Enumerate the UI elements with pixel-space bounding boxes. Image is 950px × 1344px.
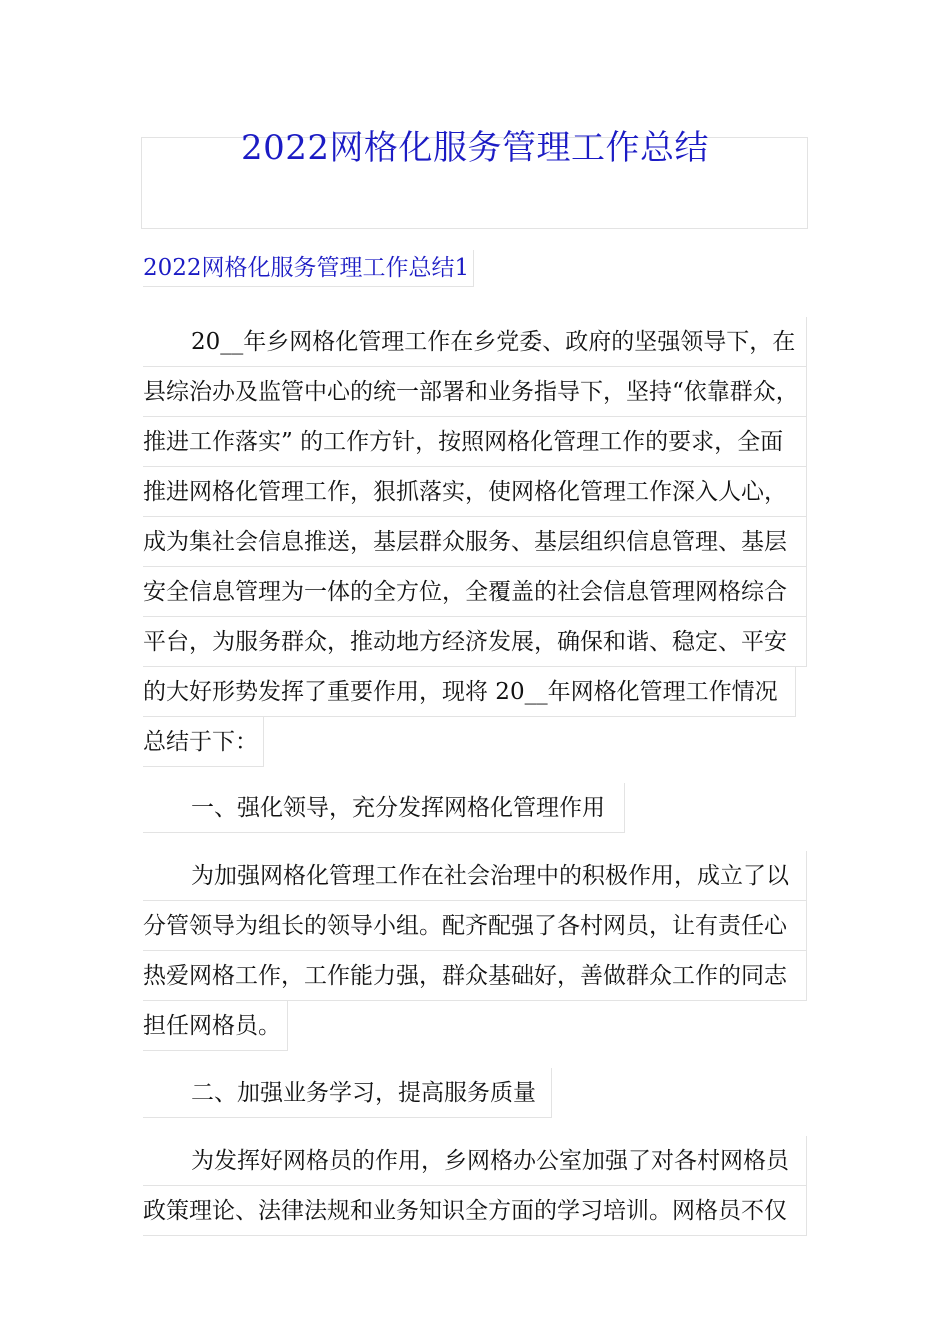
paragraph-line: 政策理论、法律法规和业务知识全方面的学习培训。网格员不仅 <box>143 1186 807 1236</box>
paragraph-line: 平台，为服务群众，推动地方经济发展，确保和谐、稳定、平安 <box>143 617 807 667</box>
paragraph-line: 热爱网格工作，工作能力强，群众基础好，善做群众工作的同志 <box>143 951 807 1001</box>
paragraph-line: 为加强网格化管理工作在社会治理中的积极作用，成立了以 <box>143 851 807 901</box>
paragraph-line: 安全信息管理为一体的全方位，全覆盖的社会信息管理网格综合 <box>143 567 807 617</box>
paragraph-line: 分管领导为组长的领导小组。配齐配强了各村网员，让有责任心 <box>143 901 807 951</box>
document-title: 2022网格化服务管理工作总结 <box>240 128 710 168</box>
paragraph-line: 总结于下： <box>143 717 264 767</box>
paragraph-line: 20__年乡网格化管理工作在乡党委、政府的坚强领导下，在 <box>143 317 807 367</box>
section-heading: 2022网格化服务管理工作总结1 <box>143 250 474 287</box>
paragraph-line: 的大好形势发挥了重要作用，现将 20__年网格化管理工作情况 <box>143 667 796 717</box>
paragraph-line: 为发挥好网格员的作用，乡网格办公室加强了对各村网格员 <box>143 1136 807 1186</box>
subheading-strengthen-leadership: 一、强化领导，充分发挥网格化管理作用 <box>143 783 625 833</box>
subheading-business-learning: 二、加强业务学习，提高服务质量 <box>143 1068 552 1118</box>
paragraph-line: 县综治办及监管中心的统一部署和业务指导下，坚持“依靠群众， <box>143 367 807 417</box>
paragraph-line: 担任网格员。 <box>143 1001 288 1051</box>
paragraph-line: 推进网格化管理工作，狠抓落实，使网格化管理工作深入人心， <box>143 467 807 517</box>
paragraph-line: 推进工作落实” 的工作方针，按照网格化管理工作的要求，全面 <box>143 417 807 467</box>
paragraph-line: 成为集社会信息推送，基层群众服务、基层组织信息管理、基层 <box>143 517 807 567</box>
